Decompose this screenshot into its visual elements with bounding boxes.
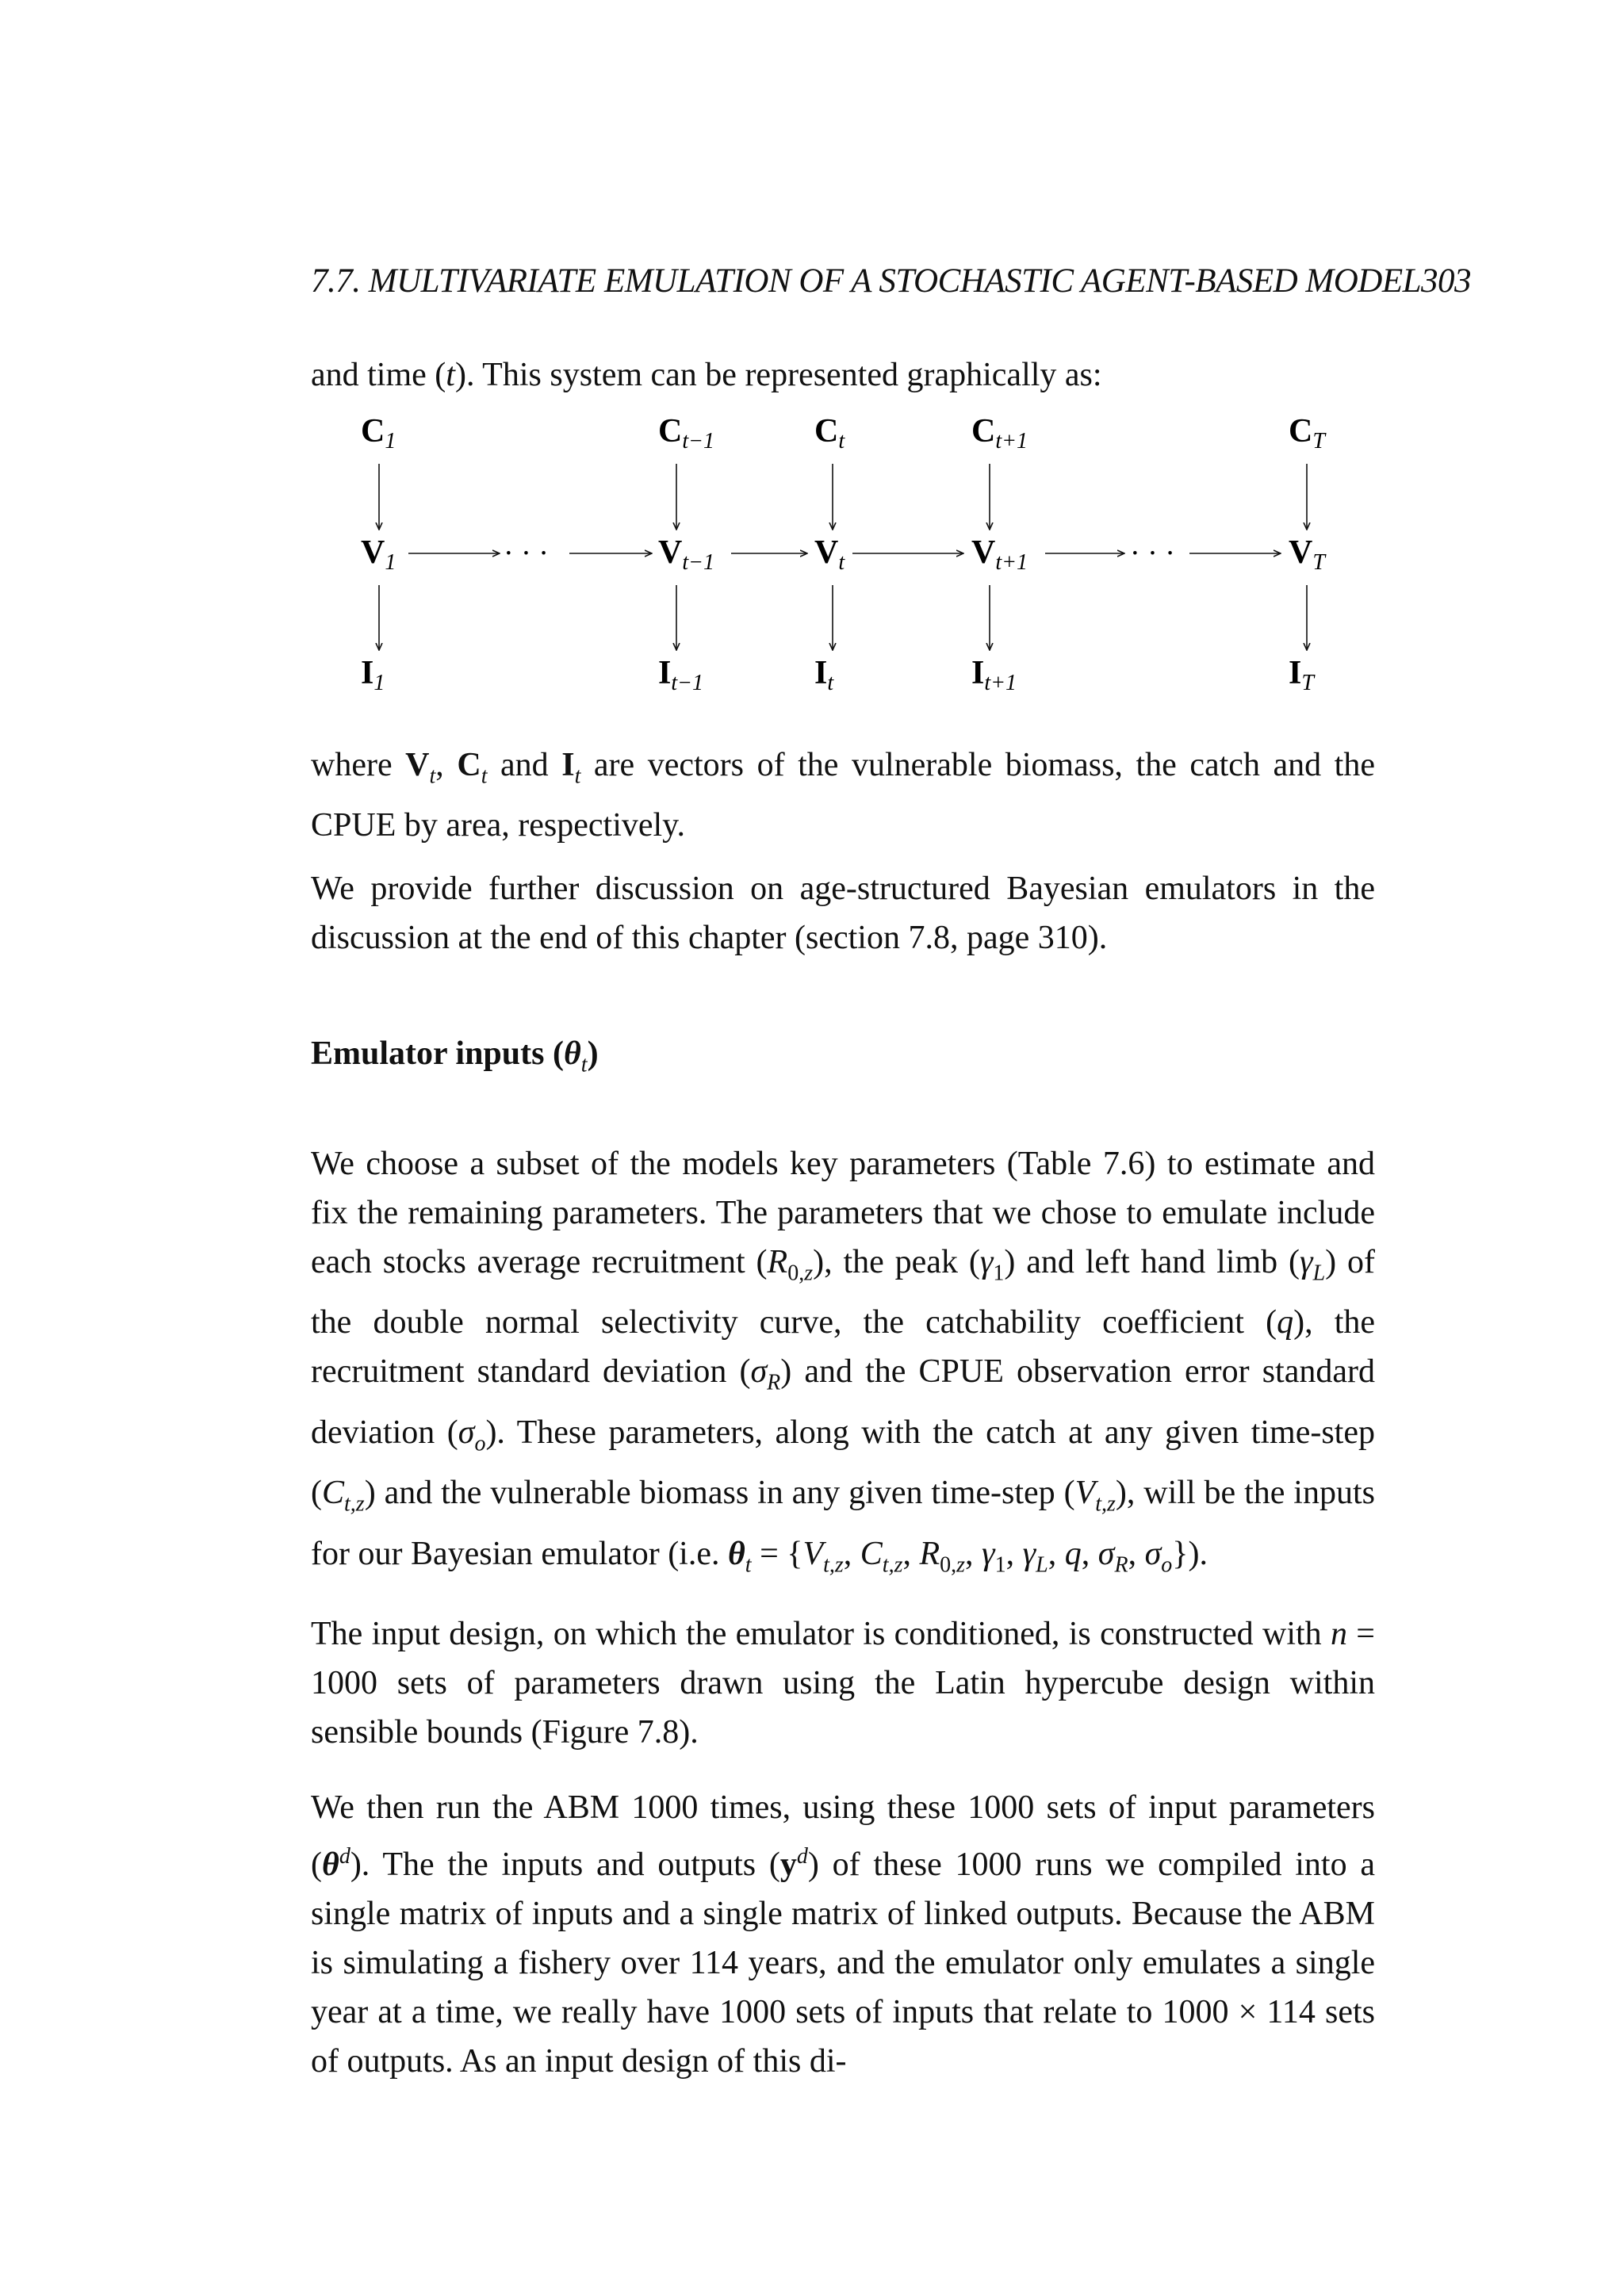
diagram-node-v: Vt+1 <box>971 534 1028 575</box>
where-v-sub: t <box>429 763 436 789</box>
inputs-text-10: ). <box>1188 1535 1208 1572</box>
inputs-paragraph <box>311 1139 1375 1590</box>
further-paragraph: We provide further discussion on age-structured Bayesian emulators in the discussion at the end of this chapter (section 7.8, page 310). <box>311 871 1375 956</box>
math-theta-set: $\theta_t = \{V_{t,z}$, $C_{t,z}$, $R_{0,z}$, $\gamma_1$, $\gamma_L$, q, $\sigma_R$, $\sigma_o$} <box>727 1535 1189 1577</box>
inputs-text-7: ). These parameters, along with the catch at any given time-step ( <box>311 1414 1375 1512</box>
inputs-text-9: ), will be the inputs for our Bayesian emulator (i.e. <box>311 1475 1375 1572</box>
where-c: C <box>457 747 481 783</box>
design-n-value: 1000 <box>311 1665 377 1701</box>
diagram-ellipsis: · · · <box>504 537 549 570</box>
diagram-node-v: VT <box>1289 534 1325 575</box>
design-text-2: sets of parameters drawn using the Latin hypercube design within sensible bounds (Figure 7.8). <box>311 1665 1375 1751</box>
math-gammal: γ <box>1300 1244 1313 1280</box>
inputs-text-5: ), the recruitment standard deviation ( <box>311 1304 1376 1391</box>
math-gamma1-sub: 1 <box>993 1261 1005 1286</box>
heading-theta: θ <box>563 1035 581 1072</box>
inputs-text-3: ) and left hand limb ( <box>1004 1244 1300 1280</box>
where-paragraph: where $V_t$, $C_t$ and $I_t$ are vectors of the vulnerable biomass, the catch and the CPUE by area, respectively. <box>311 747 1375 844</box>
where-i: I <box>561 747 575 783</box>
diagram-node-v: V1 <box>361 534 396 575</box>
diagram-node-c: C1 <box>361 416 396 453</box>
diagram-node-c: Ct+1 <box>971 416 1028 453</box>
inputs-text-4: ) of the double normal selectivity curve, the catchability coefficient ( <box>311 1244 1375 1341</box>
where-v: V <box>405 747 430 783</box>
math-n: n <box>1330 1616 1347 1652</box>
math-ctz: $C_{t,z}$ <box>322 1475 365 1517</box>
heading-theta-sub: t <box>580 1052 588 1077</box>
design-text-1: The input design, on which the emulator is conditioned, is constructed with <box>311 1616 1331 1652</box>
design-paragraph: The input design, on which the emulator is conditioned, is constructed with n = 1000 sets of parameters drawn using the Latin hypercube design within sensible bounds (Figure 7.8). <box>311 1616 1375 1751</box>
intro-text-2: ). This system can be represented graphically as: <box>454 357 1102 393</box>
header-section-title: 7.7. MULTIVARIATE EMULATION OF A STOCHASTIC AGENT-BASED MODEL <box>311 262 1422 300</box>
math-y-sup: d <box>796 1844 808 1869</box>
where-i-sub: t <box>574 763 581 789</box>
running-header <box>311 262 1471 300</box>
math-sigmao: $\sigma_o$ <box>458 1414 486 1456</box>
diagram-node-v: Vt <box>814 534 845 575</box>
math-r0z-sub: 0,z <box>787 1261 814 1286</box>
intro-var-t: t <box>446 357 455 393</box>
section-heading-emulator-inputs <box>311 1035 599 1077</box>
diagram-node-i: I1 <box>361 655 385 695</box>
math-sigmar-sub: R <box>767 1370 781 1395</box>
math-r0z: R <box>767 1244 788 1280</box>
heading-close: ) <box>587 1035 599 1072</box>
header-page-number: 303 <box>1421 262 1472 300</box>
math-y: y <box>779 1846 797 1883</box>
where-c-sub: t <box>481 763 488 789</box>
diagram-node-c: Ct−1 <box>658 416 715 453</box>
diagram-node-c: Ct <box>814 416 845 453</box>
diagram-node-i: It+1 <box>971 655 1017 695</box>
state-space-diagram <box>0 416 1624 718</box>
math-theta-d-sup: d <box>339 1844 350 1869</box>
runs-text-3: ) of these 1000 runs we compiled into a single matrix of inputs and a single matrix of linked outputs. Because the ABM is simulating a fishery over 114 years, and the emulator only emulates a single year at a time, we really have 1000 sets of inputs that relate to 1000 × 114 sets of outputs. As an input design of this di- <box>311 1846 1376 2080</box>
heading-text: Emulator inputs ( <box>311 1035 564 1072</box>
runs-text-1: We then run the ABM 1000 times, using these 1000 sets of input parameters ( <box>311 1789 1375 1883</box>
diagram-node-c: CT <box>1289 416 1325 453</box>
diagram-node-i: It−1 <box>658 655 704 695</box>
inputs-text-6: ) and the CPUE observation error standard deviation ( <box>311 1353 1375 1451</box>
math-gammal-sub: L <box>1312 1261 1326 1286</box>
math-theta-d: θ <box>322 1846 339 1883</box>
intro-paragraph <box>311 350 1375 400</box>
inputs-text-1: We choose a subset of the models key parameters (Table 7.6) to estimate and fix the remaining parameters. The parameters that we chose to emulate include each stocks average recruitment ( <box>311 1146 1375 1280</box>
runs-paragraph <box>311 1783 1375 2086</box>
math-gamma1: γ <box>979 1244 994 1280</box>
inputs-text-2: ), the peak ( <box>813 1244 980 1280</box>
runs-text-2: ). The the inputs and outputs ( <box>350 1846 780 1883</box>
diagram-node-i: It <box>814 655 834 695</box>
math-sigmar: σ <box>750 1353 768 1391</box>
diagram-node-v: Vt−1 <box>658 534 715 575</box>
intro-text-1: and time ( <box>311 357 446 393</box>
inputs-text-8: ) and the vulnerable biomass in any given time-step ( <box>364 1475 1075 1512</box>
math-q: q <box>1277 1304 1294 1341</box>
math-vtz: $V_{t,z}$ <box>1074 1475 1116 1517</box>
diagram-ellipsis: · · · <box>1130 537 1175 570</box>
diagram-node-i: IT <box>1289 655 1314 695</box>
